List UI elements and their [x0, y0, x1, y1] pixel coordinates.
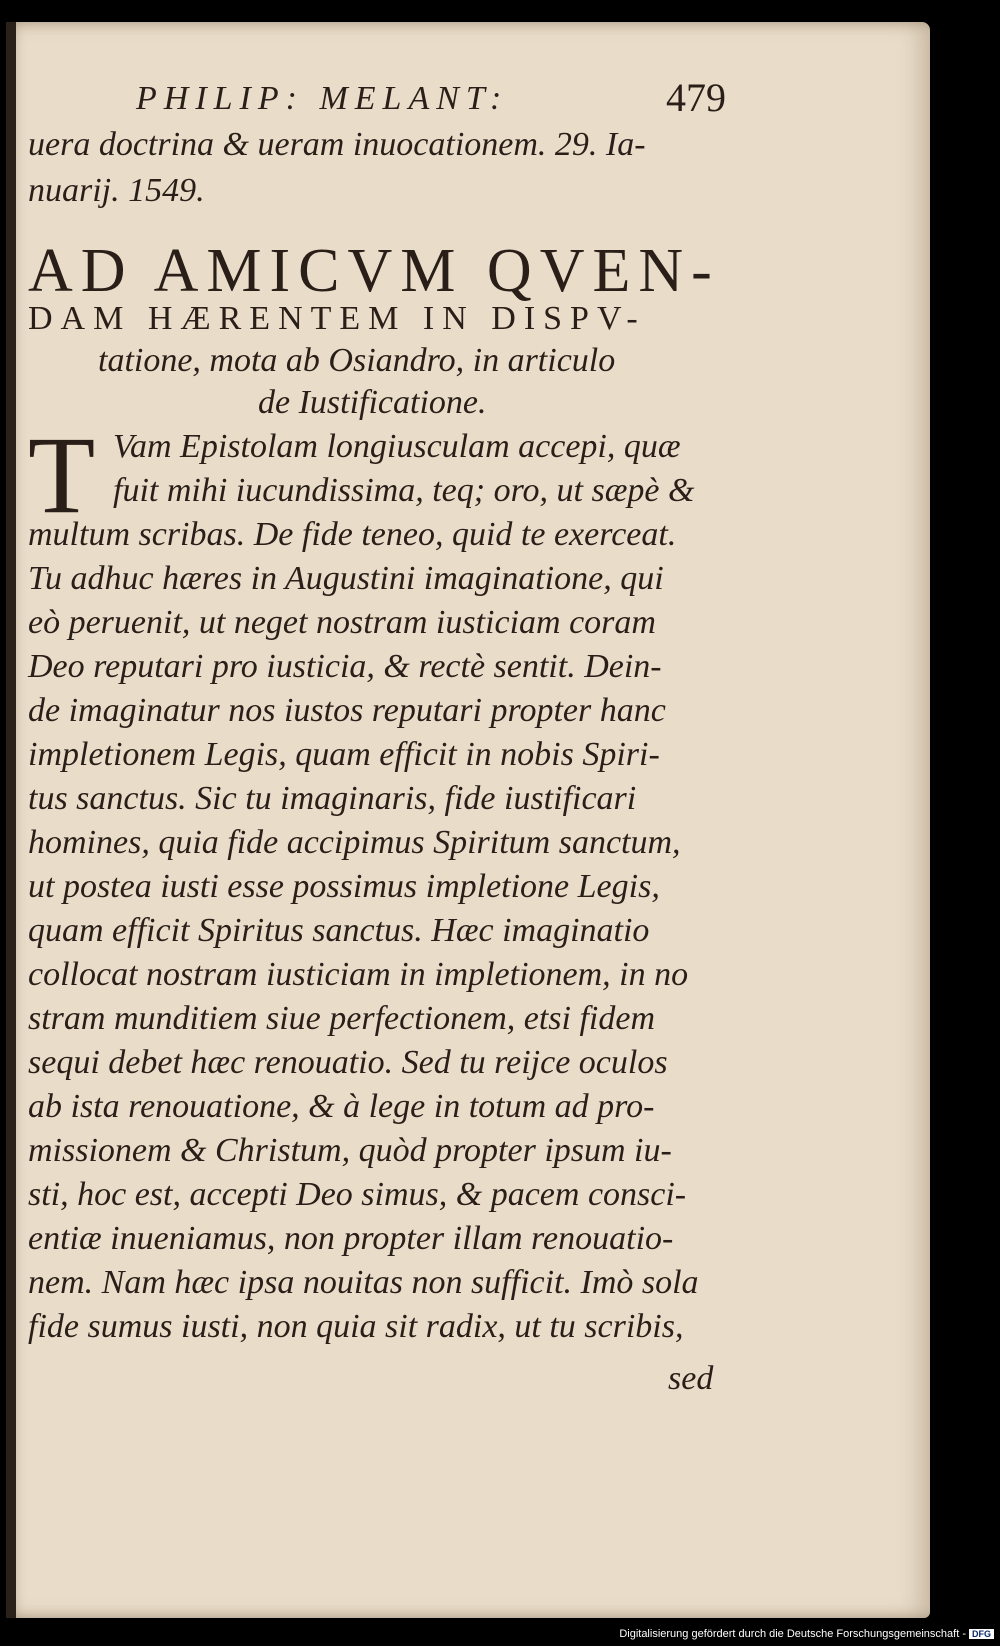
body-line: tus sanctus. Sic tu imaginaris, fide iustificari — [28, 780, 637, 817]
body-line: de imaginatur nos iustos reputari propter hanc — [28, 692, 666, 729]
credit-text: Digitalisierung gefördert durch die Deutsche Forschungsgemeinschaft - — [619, 1628, 966, 1640]
heading-line: DAM HÆRENTEM IN DISPV- — [28, 300, 646, 337]
body-line: collocat nostram iusticiam in impletionem, in no — [28, 956, 689, 993]
body-line: impletionem Legis, quam efficit in nobis Spiri- — [28, 736, 660, 773]
intro-line: uera doctrina & ueram inuocationem. 29. Ia- — [28, 126, 646, 163]
body-line: quam efficit Spiritus sanctus. Hæc imaginatio — [28, 912, 650, 949]
book-spine — [6, 22, 16, 1618]
book-page — [6, 22, 930, 1618]
running-title: PHILIP: MELANT: — [136, 80, 509, 117]
catchword: sed — [668, 1360, 714, 1397]
digitization-credit — [619, 1628, 994, 1640]
body-line: multum scribas. De fide teneo, quid te exerceat. — [28, 516, 677, 553]
body-line: ut postea iusti esse possimus impletione Legis, — [28, 868, 660, 905]
heading-line: AD AMICVM QVEN- — [28, 237, 720, 305]
body-line: eò peruenit, ut neget nostram iusticiam coram — [28, 604, 656, 641]
body-line: Vam Epistolam longiusculam accepi, quæ — [113, 428, 681, 465]
body-line: sti, hoc est, accepti Deo simus, & pacem consci- — [28, 1176, 687, 1213]
body-line: Tu adhuc hæres in Augustini imaginatione, qui — [28, 560, 664, 597]
body-line: fuit mihi iucundissima, teq; oro, ut sæpè & — [113, 472, 695, 509]
dfg-logo: DFG — [969, 1629, 994, 1639]
heading-line: de Iustificatione. — [258, 384, 487, 421]
heading-line: tatione, mota ab Osiandro, in articulo — [98, 342, 616, 379]
body-line: entiæ inueniamus, non propter illam renouatio- — [28, 1220, 674, 1257]
intro-line: nuarij. 1549. — [28, 172, 205, 209]
body-line: missionem & Christum, quòd propter ipsum iu- — [28, 1132, 672, 1169]
body-line: ab ista renouatione, & à lege in totum ad pro- — [28, 1088, 655, 1125]
drop-cap: T — [28, 414, 96, 536]
body-line: Deo reputari pro iusticia, & rectè sentit. Dein- — [28, 648, 662, 685]
body-line: homines, quia fide accipimus Spiritum sanctum, — [28, 824, 681, 861]
body-line: stram munditiem siue perfectionem, etsi fidem — [28, 1000, 656, 1037]
page-number: 479 — [666, 75, 726, 120]
body-line: fide sumus iusti, non quia sit radix, ut tu scribis, — [28, 1308, 684, 1345]
body-line: sequi debet hæc renouatio. Sed tu reijce oculos — [28, 1044, 668, 1081]
body-line: nem. Nam hæc ipsa nouitas non sufficit. Imò sola — [28, 1264, 699, 1301]
